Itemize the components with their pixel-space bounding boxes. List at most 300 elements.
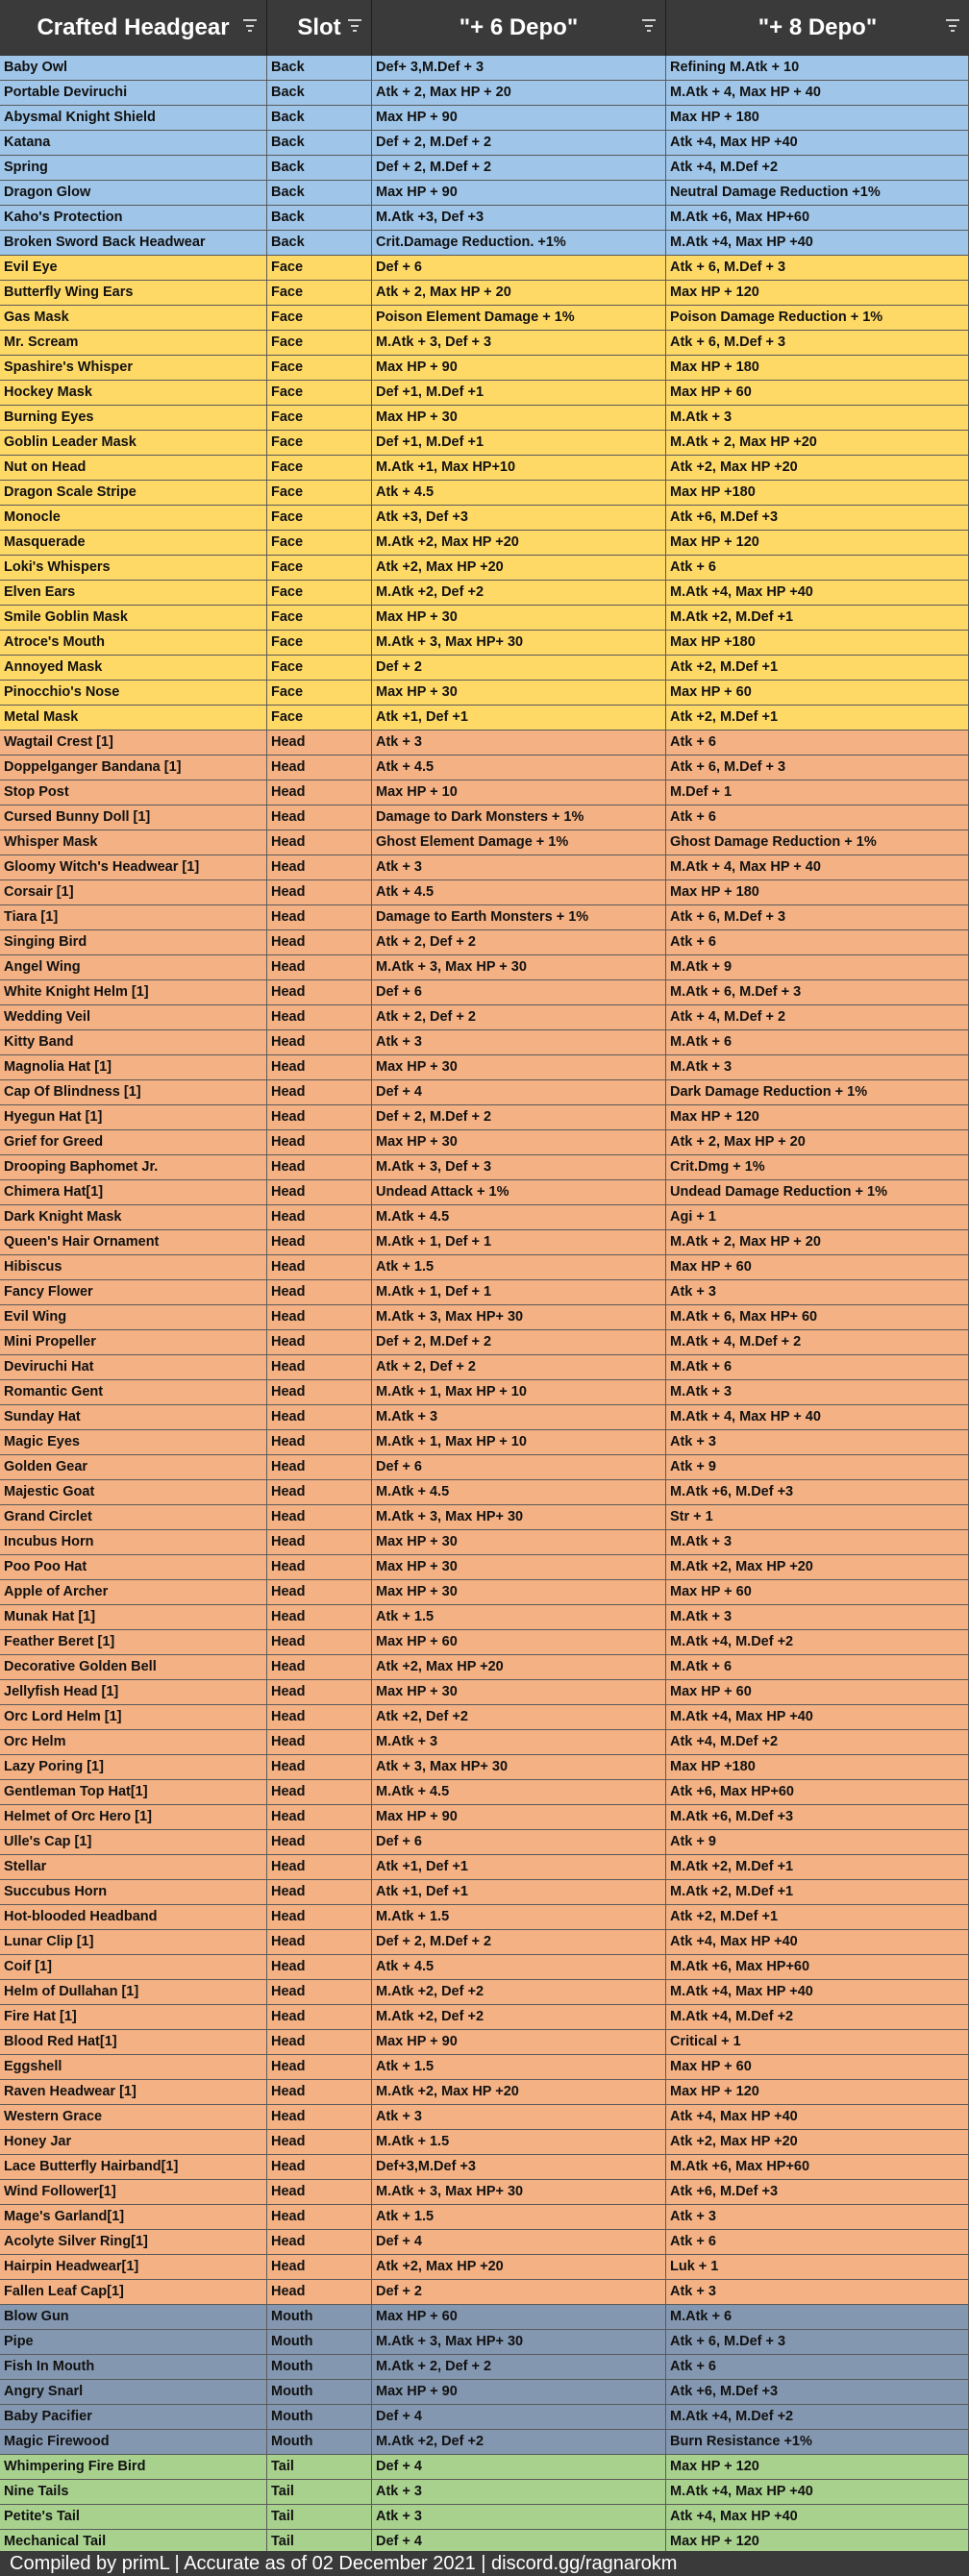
slot-cell[interactable]: Tail [267, 2505, 372, 2530]
headgear-name-cell[interactable]: Butterfly Wing Ears [0, 281, 267, 306]
slot-cell[interactable]: Head [267, 1430, 372, 1455]
depo6-bonus-cell[interactable]: Def + 4 [372, 2230, 666, 2255]
slot-cell[interactable]: Face [267, 681, 372, 706]
depo8-bonus-cell[interactable]: Atk + 6 [666, 2355, 969, 2380]
slot-cell[interactable]: Head [267, 1905, 372, 1930]
depo6-bonus-cell[interactable]: Atk + 3 [372, 2505, 666, 2530]
depo6-bonus-cell[interactable]: M.Atk + 3 [372, 1405, 666, 1430]
slot-cell[interactable]: Head [267, 2155, 372, 2180]
depo8-bonus-cell[interactable]: Max HP + 120 [666, 2530, 969, 2555]
column-header-depo8[interactable] [666, 0, 969, 56]
slot-cell[interactable]: Head [267, 2255, 372, 2280]
slot-cell[interactable]: Head [267, 830, 372, 855]
depo6-bonus-cell[interactable]: Def + 6 [372, 980, 666, 1005]
depo6-bonus-cell[interactable]: Atk +2, Max HP +20 [372, 2255, 666, 2280]
headgear-name-cell[interactable]: Whisper Mask [0, 830, 267, 855]
slot-cell[interactable]: Head [267, 1080, 372, 1105]
depo8-bonus-cell[interactable]: Atk +2, M.Def +1 [666, 706, 969, 731]
depo8-bonus-cell[interactable]: M.Atk +2, Max HP +20 [666, 1555, 969, 1580]
headgear-name-cell[interactable]: Ulle's Cap [1] [0, 1830, 267, 1855]
depo8-bonus-cell[interactable]: M.Atk + 2, Max HP +20 [666, 431, 969, 456]
depo8-bonus-cell[interactable]: Atk +4, Max HP +40 [666, 131, 969, 156]
slot-cell[interactable]: Tail [267, 2530, 372, 2555]
depo6-bonus-cell[interactable]: Def + 2, M.Def + 2 [372, 1330, 666, 1355]
headgear-name-cell[interactable]: Orc Helm [0, 1730, 267, 1755]
depo8-bonus-cell[interactable]: Atk + 9 [666, 1455, 969, 1480]
depo8-bonus-cell[interactable]: Atk + 2, Max HP + 20 [666, 1130, 969, 1155]
headgear-name-cell[interactable]: Dragon Glow [0, 181, 267, 206]
depo8-bonus-cell[interactable]: Max HP +180 [666, 631, 969, 656]
headgear-name-cell[interactable]: Smile Goblin Mask [0, 606, 267, 631]
slot-cell[interactable]: Head [267, 1605, 372, 1630]
slot-cell[interactable]: Head [267, 1005, 372, 1030]
headgear-name-cell[interactable]: Spashire's Whisper [0, 356, 267, 381]
depo8-bonus-cell[interactable]: Atk +2, M.Def +1 [666, 656, 969, 681]
slot-cell[interactable]: Head [267, 1930, 372, 1955]
headgear-name-cell[interactable]: Fish In Mouth [0, 2355, 267, 2380]
slot-cell[interactable]: Face [267, 481, 372, 506]
headgear-name-cell[interactable]: Spring [0, 156, 267, 181]
slot-cell[interactable]: Face [267, 556, 372, 581]
headgear-name-cell[interactable]: Honey Jar [0, 2130, 267, 2155]
slot-cell[interactable]: Head [267, 1155, 372, 1180]
depo8-bonus-cell[interactable]: Atk + 6 [666, 556, 969, 581]
headgear-name-cell[interactable]: Coif [1] [0, 1955, 267, 1980]
slot-cell[interactable]: Mouth [267, 2380, 372, 2405]
depo8-bonus-cell[interactable]: Atk + 6, M.Def + 3 [666, 905, 969, 930]
depo6-bonus-cell[interactable]: Atk +1, Def +1 [372, 1880, 666, 1905]
slot-cell[interactable]: Back [267, 81, 372, 106]
depo8-bonus-cell[interactable]: Max HP + 120 [666, 531, 969, 556]
depo6-bonus-cell[interactable]: Max HP + 60 [372, 2305, 666, 2330]
headgear-name-cell[interactable]: Feather Beret [1] [0, 1630, 267, 1655]
headgear-name-cell[interactable]: Lunar Clip [1] [0, 1930, 267, 1955]
headgear-name-cell[interactable]: Succubus Horn [0, 1880, 267, 1905]
depo6-bonus-cell[interactable]: M.Atk +3, Def +3 [372, 206, 666, 231]
headgear-name-cell[interactable]: Wagtail Crest [1] [0, 731, 267, 755]
slot-cell[interactable]: Head [267, 780, 372, 805]
slot-cell[interactable]: Head [267, 805, 372, 830]
depo6-bonus-cell[interactable]: Ghost Element Damage + 1% [372, 830, 666, 855]
depo8-bonus-cell[interactable]: M.Atk + 6, M.Def + 3 [666, 980, 969, 1005]
depo6-bonus-cell[interactable]: Max HP + 90 [372, 106, 666, 131]
depo6-bonus-cell[interactable]: M.Atk + 4.5 [372, 1780, 666, 1805]
slot-cell[interactable]: Head [267, 1055, 372, 1080]
headgear-name-cell[interactable]: Majestic Goat [0, 1480, 267, 1505]
depo6-bonus-cell[interactable]: Def + 2, M.Def + 2 [372, 131, 666, 156]
depo6-bonus-cell[interactable]: M.Atk +2, Def +2 [372, 1980, 666, 2005]
depo6-bonus-cell[interactable]: Atk + 3 [372, 731, 666, 755]
depo8-bonus-cell[interactable]: Atk +6, M.Def +3 [666, 2380, 969, 2405]
slot-cell[interactable]: Head [267, 1805, 372, 1830]
slot-cell[interactable]: Head [267, 1730, 372, 1755]
depo6-bonus-cell[interactable]: Atk +3, Def +3 [372, 506, 666, 531]
depo8-bonus-cell[interactable]: M.Atk +4, Max HP +40 [666, 581, 969, 606]
headgear-name-cell[interactable]: Loki's Whispers [0, 556, 267, 581]
headgear-name-cell[interactable]: Singing Bird [0, 930, 267, 955]
depo6-bonus-cell[interactable]: Max HP + 30 [372, 1580, 666, 1605]
depo8-bonus-cell[interactable]: Atk + 6, M.Def + 3 [666, 755, 969, 780]
depo8-bonus-cell[interactable]: M.Atk + 6 [666, 2305, 969, 2330]
slot-cell[interactable]: Head [267, 930, 372, 955]
slot-cell[interactable]: Head [267, 980, 372, 1005]
depo6-bonus-cell[interactable]: Def + 4 [372, 1080, 666, 1105]
depo6-bonus-cell[interactable]: M.Atk +2, Def +2 [372, 2005, 666, 2030]
slot-cell[interactable]: Head [267, 1405, 372, 1430]
slot-cell[interactable]: Mouth [267, 2405, 372, 2430]
headgear-name-cell[interactable]: Nine Tails [0, 2480, 267, 2505]
slot-cell[interactable]: Head [267, 1880, 372, 1905]
depo8-bonus-cell[interactable]: Max HP + 180 [666, 106, 969, 131]
depo8-bonus-cell[interactable]: Atk + 3 [666, 1280, 969, 1305]
depo6-bonus-cell[interactable]: M.Atk + 2, Def + 2 [372, 2355, 666, 2380]
headgear-name-cell[interactable]: Burning Eyes [0, 406, 267, 431]
slot-cell[interactable]: Face [267, 506, 372, 531]
depo6-bonus-cell[interactable]: Def + 2, M.Def + 2 [372, 1930, 666, 1955]
depo6-bonus-cell[interactable]: Def + 2 [372, 656, 666, 681]
slot-cell[interactable]: Face [267, 356, 372, 381]
depo8-bonus-cell[interactable]: Atk + 6, M.Def + 3 [666, 256, 969, 281]
headgear-name-cell[interactable]: Mr. Scream [0, 331, 267, 356]
slot-cell[interactable]: Head [267, 1505, 372, 1530]
depo6-bonus-cell[interactable]: Atk + 2, Def + 2 [372, 930, 666, 955]
depo8-bonus-cell[interactable]: Crit.Dmg + 1% [666, 1155, 969, 1180]
slot-cell[interactable]: Head [267, 1230, 372, 1255]
depo6-bonus-cell[interactable]: Damage to Earth Monsters + 1% [372, 905, 666, 930]
depo6-bonus-cell[interactable]: Atk + 1.5 [372, 1255, 666, 1280]
slot-cell[interactable]: Head [267, 1355, 372, 1380]
depo8-bonus-cell[interactable]: M.Atk +2, M.Def +1 [666, 1880, 969, 1905]
slot-cell[interactable]: Head [267, 2280, 372, 2305]
depo6-bonus-cell[interactable]: Def + 6 [372, 1455, 666, 1480]
depo8-bonus-cell[interactable]: Atk +2, M.Def +1 [666, 1905, 969, 1930]
slot-cell[interactable]: Head [267, 2205, 372, 2230]
slot-cell[interactable]: Head [267, 880, 372, 905]
depo6-bonus-cell[interactable]: M.Atk + 4.5 [372, 1205, 666, 1230]
headgear-name-cell[interactable]: Gloomy Witch's Headwear [1] [0, 855, 267, 880]
headgear-name-cell[interactable]: Pinocchio's Nose [0, 681, 267, 706]
depo8-bonus-cell[interactable]: M.Atk +4, Max HP +40 [666, 1705, 969, 1730]
depo6-bonus-cell[interactable]: Atk + 3, Max HP+ 30 [372, 1755, 666, 1780]
slot-cell[interactable]: Head [267, 1205, 372, 1230]
slot-cell[interactable]: Head [267, 755, 372, 780]
headgear-name-cell[interactable]: Grand Circlet [0, 1505, 267, 1530]
slot-cell[interactable]: Face [267, 606, 372, 631]
depo6-bonus-cell[interactable]: Atk + 3 [372, 855, 666, 880]
depo6-bonus-cell[interactable]: Undead Attack + 1% [372, 1180, 666, 1205]
slot-cell[interactable]: Head [267, 1780, 372, 1805]
headgear-name-cell[interactable]: Fancy Flower [0, 1280, 267, 1305]
depo8-bonus-cell[interactable]: Max HP + 60 [666, 681, 969, 706]
slot-cell[interactable]: Face [267, 381, 372, 406]
depo8-bonus-cell[interactable]: M.Atk +4, Max HP +40 [666, 2480, 969, 2505]
depo6-bonus-cell[interactable]: Max HP + 90 [372, 1805, 666, 1830]
headgear-name-cell[interactable]: Poo Poo Hat [0, 1555, 267, 1580]
slot-cell[interactable]: Head [267, 1980, 372, 2005]
headgear-name-cell[interactable]: Lazy Poring [1] [0, 1755, 267, 1780]
headgear-name-cell[interactable]: Stop Post [0, 780, 267, 805]
depo6-bonus-cell[interactable]: Atk + 2, Def + 2 [372, 1355, 666, 1380]
headgear-name-cell[interactable]: Fallen Leaf Cap[1] [0, 2280, 267, 2305]
depo6-bonus-cell[interactable]: Def + 2, M.Def + 2 [372, 1105, 666, 1130]
depo8-bonus-cell[interactable]: Atk + 9 [666, 1830, 969, 1855]
headgear-name-cell[interactable]: Elven Ears [0, 581, 267, 606]
depo8-bonus-cell[interactable]: M.Atk +4, M.Def +2 [666, 1630, 969, 1655]
headgear-name-cell[interactable]: Hibiscus [0, 1255, 267, 1280]
depo8-bonus-cell[interactable]: Atk +4, Max HP +40 [666, 1930, 969, 1955]
slot-cell[interactable]: Back [267, 131, 372, 156]
depo8-bonus-cell[interactable]: Max HP + 120 [666, 2455, 969, 2480]
depo6-bonus-cell[interactable]: Atk + 1.5 [372, 1605, 666, 1630]
depo6-bonus-cell[interactable]: Max HP + 60 [372, 1630, 666, 1655]
depo8-bonus-cell[interactable]: Atk +4, Max HP +40 [666, 2105, 969, 2130]
slot-cell[interactable]: Head [267, 1255, 372, 1280]
headgear-name-cell[interactable]: Evil Eye [0, 256, 267, 281]
headgear-name-cell[interactable]: Evil Wing [0, 1305, 267, 1330]
slot-cell[interactable]: Mouth [267, 2330, 372, 2355]
slot-cell[interactable]: Head [267, 1030, 372, 1055]
headgear-name-cell[interactable]: Gas Mask [0, 306, 267, 331]
depo6-bonus-cell[interactable]: Def + 4 [372, 2455, 666, 2480]
depo6-bonus-cell[interactable]: M.Atk + 1, Max HP + 10 [372, 1380, 666, 1405]
slot-cell[interactable]: Mouth [267, 2305, 372, 2330]
depo8-bonus-cell[interactable]: M.Atk +4, M.Def +2 [666, 2005, 969, 2030]
slot-cell[interactable]: Head [267, 1705, 372, 1730]
slot-cell[interactable]: Tail [267, 2455, 372, 2480]
depo6-bonus-cell[interactable]: Max HP + 90 [372, 2030, 666, 2055]
depo6-bonus-cell[interactable]: M.Atk +2, Max HP +20 [372, 2080, 666, 2105]
column-header-slot[interactable] [267, 0, 372, 56]
headgear-name-cell[interactable]: Abysmal Knight Shield [0, 106, 267, 131]
depo6-bonus-cell[interactable]: Max HP + 30 [372, 681, 666, 706]
depo6-bonus-cell[interactable]: Def + 6 [372, 1830, 666, 1855]
headgear-name-cell[interactable]: Grief for Greed [0, 1130, 267, 1155]
depo8-bonus-cell[interactable]: M.Atk + 3 [666, 1605, 969, 1630]
depo8-bonus-cell[interactable]: M.Atk + 4, M.Def + 2 [666, 1330, 969, 1355]
headgear-name-cell[interactable]: Goblin Leader Mask [0, 431, 267, 456]
depo8-bonus-cell[interactable]: M.Atk + 3 [666, 406, 969, 431]
headgear-name-cell[interactable]: Portable Deviruchi [0, 81, 267, 106]
depo6-bonus-cell[interactable]: Def + 4 [372, 2405, 666, 2430]
depo6-bonus-cell[interactable]: Def + 4 [372, 2530, 666, 2555]
depo6-bonus-cell[interactable]: Atk +1, Def +1 [372, 706, 666, 731]
slot-cell[interactable]: Head [267, 1655, 372, 1680]
depo8-bonus-cell[interactable]: M.Atk +6, Max HP+60 [666, 1955, 969, 1980]
depo8-bonus-cell[interactable]: Max HP + 180 [666, 880, 969, 905]
depo8-bonus-cell[interactable]: Poison Damage Reduction + 1% [666, 306, 969, 331]
depo6-bonus-cell[interactable]: Atk + 2, Def + 2 [372, 1005, 666, 1030]
depo8-bonus-cell[interactable]: M.Atk + 6 [666, 1030, 969, 1055]
depo8-bonus-cell[interactable]: Atk +6, M.Def +3 [666, 506, 969, 531]
depo6-bonus-cell[interactable]: M.Atk +2, Max HP +20 [372, 531, 666, 556]
depo6-bonus-cell[interactable]: Max HP + 30 [372, 1055, 666, 1080]
depo6-bonus-cell[interactable]: Def + 2, M.Def + 2 [372, 156, 666, 181]
filter-icon[interactable] [243, 19, 257, 33]
depo6-bonus-cell[interactable]: M.Atk + 3, Max HP+ 30 [372, 631, 666, 656]
depo8-bonus-cell[interactable]: Max HP + 180 [666, 356, 969, 381]
headgear-name-cell[interactable]: Helmet of Orc Hero [1] [0, 1805, 267, 1830]
depo6-bonus-cell[interactable]: M.Atk + 3 [372, 1730, 666, 1755]
depo6-bonus-cell[interactable]: Atk + 3 [372, 1030, 666, 1055]
headgear-name-cell[interactable]: Fire Hat [1] [0, 2005, 267, 2030]
slot-cell[interactable]: Head [267, 905, 372, 930]
depo8-bonus-cell[interactable]: Atk + 6 [666, 930, 969, 955]
depo8-bonus-cell[interactable]: Atk + 6, M.Def + 3 [666, 2330, 969, 2355]
slot-cell[interactable]: Face [267, 431, 372, 456]
depo8-bonus-cell[interactable]: Atk +6, Max HP+60 [666, 1780, 969, 1805]
depo8-bonus-cell[interactable]: M.Atk + 6, Max HP+ 60 [666, 1305, 969, 1330]
filter-icon[interactable] [946, 19, 959, 33]
slot-cell[interactable]: Back [267, 156, 372, 181]
depo6-bonus-cell[interactable]: Atk + 4.5 [372, 880, 666, 905]
depo8-bonus-cell[interactable]: M.Atk +2, M.Def +1 [666, 1855, 969, 1880]
depo8-bonus-cell[interactable]: M.Atk + 9 [666, 955, 969, 980]
depo8-bonus-cell[interactable]: Atk + 6 [666, 731, 969, 755]
slot-cell[interactable]: Mouth [267, 2355, 372, 2380]
depo6-bonus-cell[interactable]: M.Atk + 1.5 [372, 2130, 666, 2155]
headgear-name-cell[interactable]: Wedding Veil [0, 1005, 267, 1030]
headgear-name-cell[interactable]: Masquerade [0, 531, 267, 556]
slot-cell[interactable]: Face [267, 331, 372, 356]
slot-cell[interactable]: Head [267, 1105, 372, 1130]
slot-cell[interactable]: Back [267, 106, 372, 131]
slot-cell[interactable]: Head [267, 1280, 372, 1305]
depo6-bonus-cell[interactable]: Atk + 4.5 [372, 755, 666, 780]
depo6-bonus-cell[interactable]: Atk + 3 [372, 2480, 666, 2505]
depo6-bonus-cell[interactable]: Atk + 2, Max HP + 20 [372, 281, 666, 306]
depo6-bonus-cell[interactable]: Max HP + 30 [372, 406, 666, 431]
depo8-bonus-cell[interactable]: Max HP + 60 [666, 1580, 969, 1605]
depo8-bonus-cell[interactable]: M.Atk + 3 [666, 1380, 969, 1405]
depo6-bonus-cell[interactable]: Max HP + 90 [372, 356, 666, 381]
depo8-bonus-cell[interactable]: M.Atk +4, Max HP +40 [666, 1980, 969, 2005]
headgear-name-cell[interactable]: Monocle [0, 506, 267, 531]
headgear-name-cell[interactable]: Baby Pacifier [0, 2405, 267, 2430]
slot-cell[interactable]: Face [267, 306, 372, 331]
filter-icon[interactable] [348, 19, 361, 33]
slot-cell[interactable]: Head [267, 2005, 372, 2030]
depo6-bonus-cell[interactable]: M.Atk + 3, Max HP+ 30 [372, 2180, 666, 2205]
headgear-name-cell[interactable]: Wind Follower[1] [0, 2180, 267, 2205]
headgear-name-cell[interactable]: Queen's Hair Ornament [0, 1230, 267, 1255]
depo6-bonus-cell[interactable]: Def+ 3,M.Def + 3 [372, 56, 666, 81]
depo6-bonus-cell[interactable]: M.Atk + 1.5 [372, 1905, 666, 1930]
depo6-bonus-cell[interactable]: M.Atk + 4.5 [372, 1480, 666, 1505]
headgear-name-cell[interactable]: Magic Firewood [0, 2430, 267, 2455]
slot-cell[interactable]: Face [267, 706, 372, 731]
headgear-name-cell[interactable]: Blood Red Hat[1] [0, 2030, 267, 2055]
depo8-bonus-cell[interactable]: Atk +2, Max HP +20 [666, 456, 969, 481]
depo6-bonus-cell[interactable]: Damage to Dark Monsters + 1% [372, 805, 666, 830]
depo6-bonus-cell[interactable]: Atk + 2, Max HP + 20 [372, 81, 666, 106]
slot-cell[interactable]: Head [267, 855, 372, 880]
slot-cell[interactable]: Mouth [267, 2430, 372, 2455]
depo8-bonus-cell[interactable]: Luk + 1 [666, 2255, 969, 2280]
slot-cell[interactable]: Head [267, 1455, 372, 1480]
headgear-name-cell[interactable]: Drooping Baphomet Jr. [0, 1155, 267, 1180]
headgear-name-cell[interactable]: Angel Wing [0, 955, 267, 980]
depo6-bonus-cell[interactable]: Atk + 4.5 [372, 481, 666, 506]
headgear-name-cell[interactable]: Cursed Bunny Doll [1] [0, 805, 267, 830]
depo8-bonus-cell[interactable]: Str + 1 [666, 1505, 969, 1530]
depo6-bonus-cell[interactable]: Atk +2, Max HP +20 [372, 556, 666, 581]
column-header-headgear[interactable] [0, 0, 267, 56]
depo6-bonus-cell[interactable]: M.Atk + 3, Max HP+ 30 [372, 1505, 666, 1530]
depo6-bonus-cell[interactable]: Max HP + 90 [372, 181, 666, 206]
headgear-name-cell[interactable]: Stellar [0, 1855, 267, 1880]
depo6-bonus-cell[interactable]: Atk + 4.5 [372, 1955, 666, 1980]
depo8-bonus-cell[interactable]: Atk +4, Max HP +40 [666, 2505, 969, 2530]
headgear-name-cell[interactable]: Incubus Horn [0, 1530, 267, 1555]
headgear-name-cell[interactable]: Magnolia Hat [1] [0, 1055, 267, 1080]
depo6-bonus-cell[interactable]: M.Atk + 1, Def + 1 [372, 1230, 666, 1255]
depo8-bonus-cell[interactable]: Max HP + 120 [666, 1105, 969, 1130]
slot-cell[interactable]: Face [267, 631, 372, 656]
depo8-bonus-cell[interactable]: Atk + 3 [666, 1430, 969, 1455]
depo8-bonus-cell[interactable]: Atk +4, M.Def +2 [666, 156, 969, 181]
depo8-bonus-cell[interactable]: Atk +2, Max HP +20 [666, 2130, 969, 2155]
depo8-bonus-cell[interactable]: M.Atk +4, M.Def +2 [666, 2405, 969, 2430]
slot-cell[interactable]: Head [267, 1180, 372, 1205]
slot-cell[interactable]: Head [267, 731, 372, 755]
slot-cell[interactable]: Head [267, 955, 372, 980]
depo8-bonus-cell[interactable]: Atk +4, M.Def +2 [666, 1730, 969, 1755]
headgear-name-cell[interactable]: Katana [0, 131, 267, 156]
slot-cell[interactable]: Head [267, 2080, 372, 2105]
slot-cell[interactable]: Back [267, 231, 372, 256]
slot-cell[interactable]: Face [267, 281, 372, 306]
depo6-bonus-cell[interactable]: Atk + 1.5 [372, 2205, 666, 2230]
headgear-name-cell[interactable]: Cap Of Blindness [1] [0, 1080, 267, 1105]
headgear-name-cell[interactable]: Munak Hat [1] [0, 1605, 267, 1630]
headgear-name-cell[interactable]: Tiara [1] [0, 905, 267, 930]
depo6-bonus-cell[interactable]: M.Atk +2, Def +2 [372, 581, 666, 606]
depo6-bonus-cell[interactable]: Poison Element Damage + 1% [372, 306, 666, 331]
headgear-name-cell[interactable]: Raven Headwear [1] [0, 2080, 267, 2105]
depo6-bonus-cell[interactable]: M.Atk + 3, Max HP+ 30 [372, 2330, 666, 2355]
headgear-name-cell[interactable]: Atroce's Mouth [0, 631, 267, 656]
depo8-bonus-cell[interactable]: Atk + 6 [666, 2230, 969, 2255]
depo6-bonus-cell[interactable]: Def +1, M.Def +1 [372, 381, 666, 406]
headgear-name-cell[interactable]: Helm of Dullahan [1] [0, 1980, 267, 2005]
depo6-bonus-cell[interactable]: M.Atk + 1, Def + 1 [372, 1280, 666, 1305]
slot-cell[interactable]: Face [267, 656, 372, 681]
depo6-bonus-cell[interactable]: Atk + 3 [372, 2105, 666, 2130]
headgear-name-cell[interactable]: Golden Gear [0, 1455, 267, 1480]
depo6-bonus-cell[interactable]: M.Atk +1, Max HP+10 [372, 456, 666, 481]
depo8-bonus-cell[interactable]: M.Atk + 4, Max HP + 40 [666, 1405, 969, 1430]
depo8-bonus-cell[interactable]: Atk +6, M.Def +3 [666, 2180, 969, 2205]
depo6-bonus-cell[interactable]: Max HP + 10 [372, 780, 666, 805]
depo8-bonus-cell[interactable]: Agi + 1 [666, 1205, 969, 1230]
headgear-name-cell[interactable]: Orc Lord Helm [1] [0, 1705, 267, 1730]
depo6-bonus-cell[interactable]: M.Atk + 3, Def + 3 [372, 1155, 666, 1180]
headgear-name-cell[interactable]: Magic Eyes [0, 1430, 267, 1455]
slot-cell[interactable]: Head [267, 1855, 372, 1880]
slot-cell[interactable]: Head [267, 2105, 372, 2130]
headgear-name-cell[interactable]: Lace Butterfly Hairband[1] [0, 2155, 267, 2180]
headgear-name-cell[interactable]: Angry Snarl [0, 2380, 267, 2405]
depo8-bonus-cell[interactable]: M.Atk +6, M.Def +3 [666, 1480, 969, 1505]
slot-cell[interactable]: Head [267, 2130, 372, 2155]
headgear-name-cell[interactable]: Deviruchi Hat [0, 1355, 267, 1380]
slot-cell[interactable]: Head [267, 1130, 372, 1155]
slot-cell[interactable]: Head [267, 1480, 372, 1505]
headgear-name-cell[interactable]: Blow Gun [0, 2305, 267, 2330]
slot-cell[interactable]: Face [267, 581, 372, 606]
depo6-bonus-cell[interactable]: Def + 2 [372, 2280, 666, 2305]
headgear-name-cell[interactable]: White Knight Helm [1] [0, 980, 267, 1005]
